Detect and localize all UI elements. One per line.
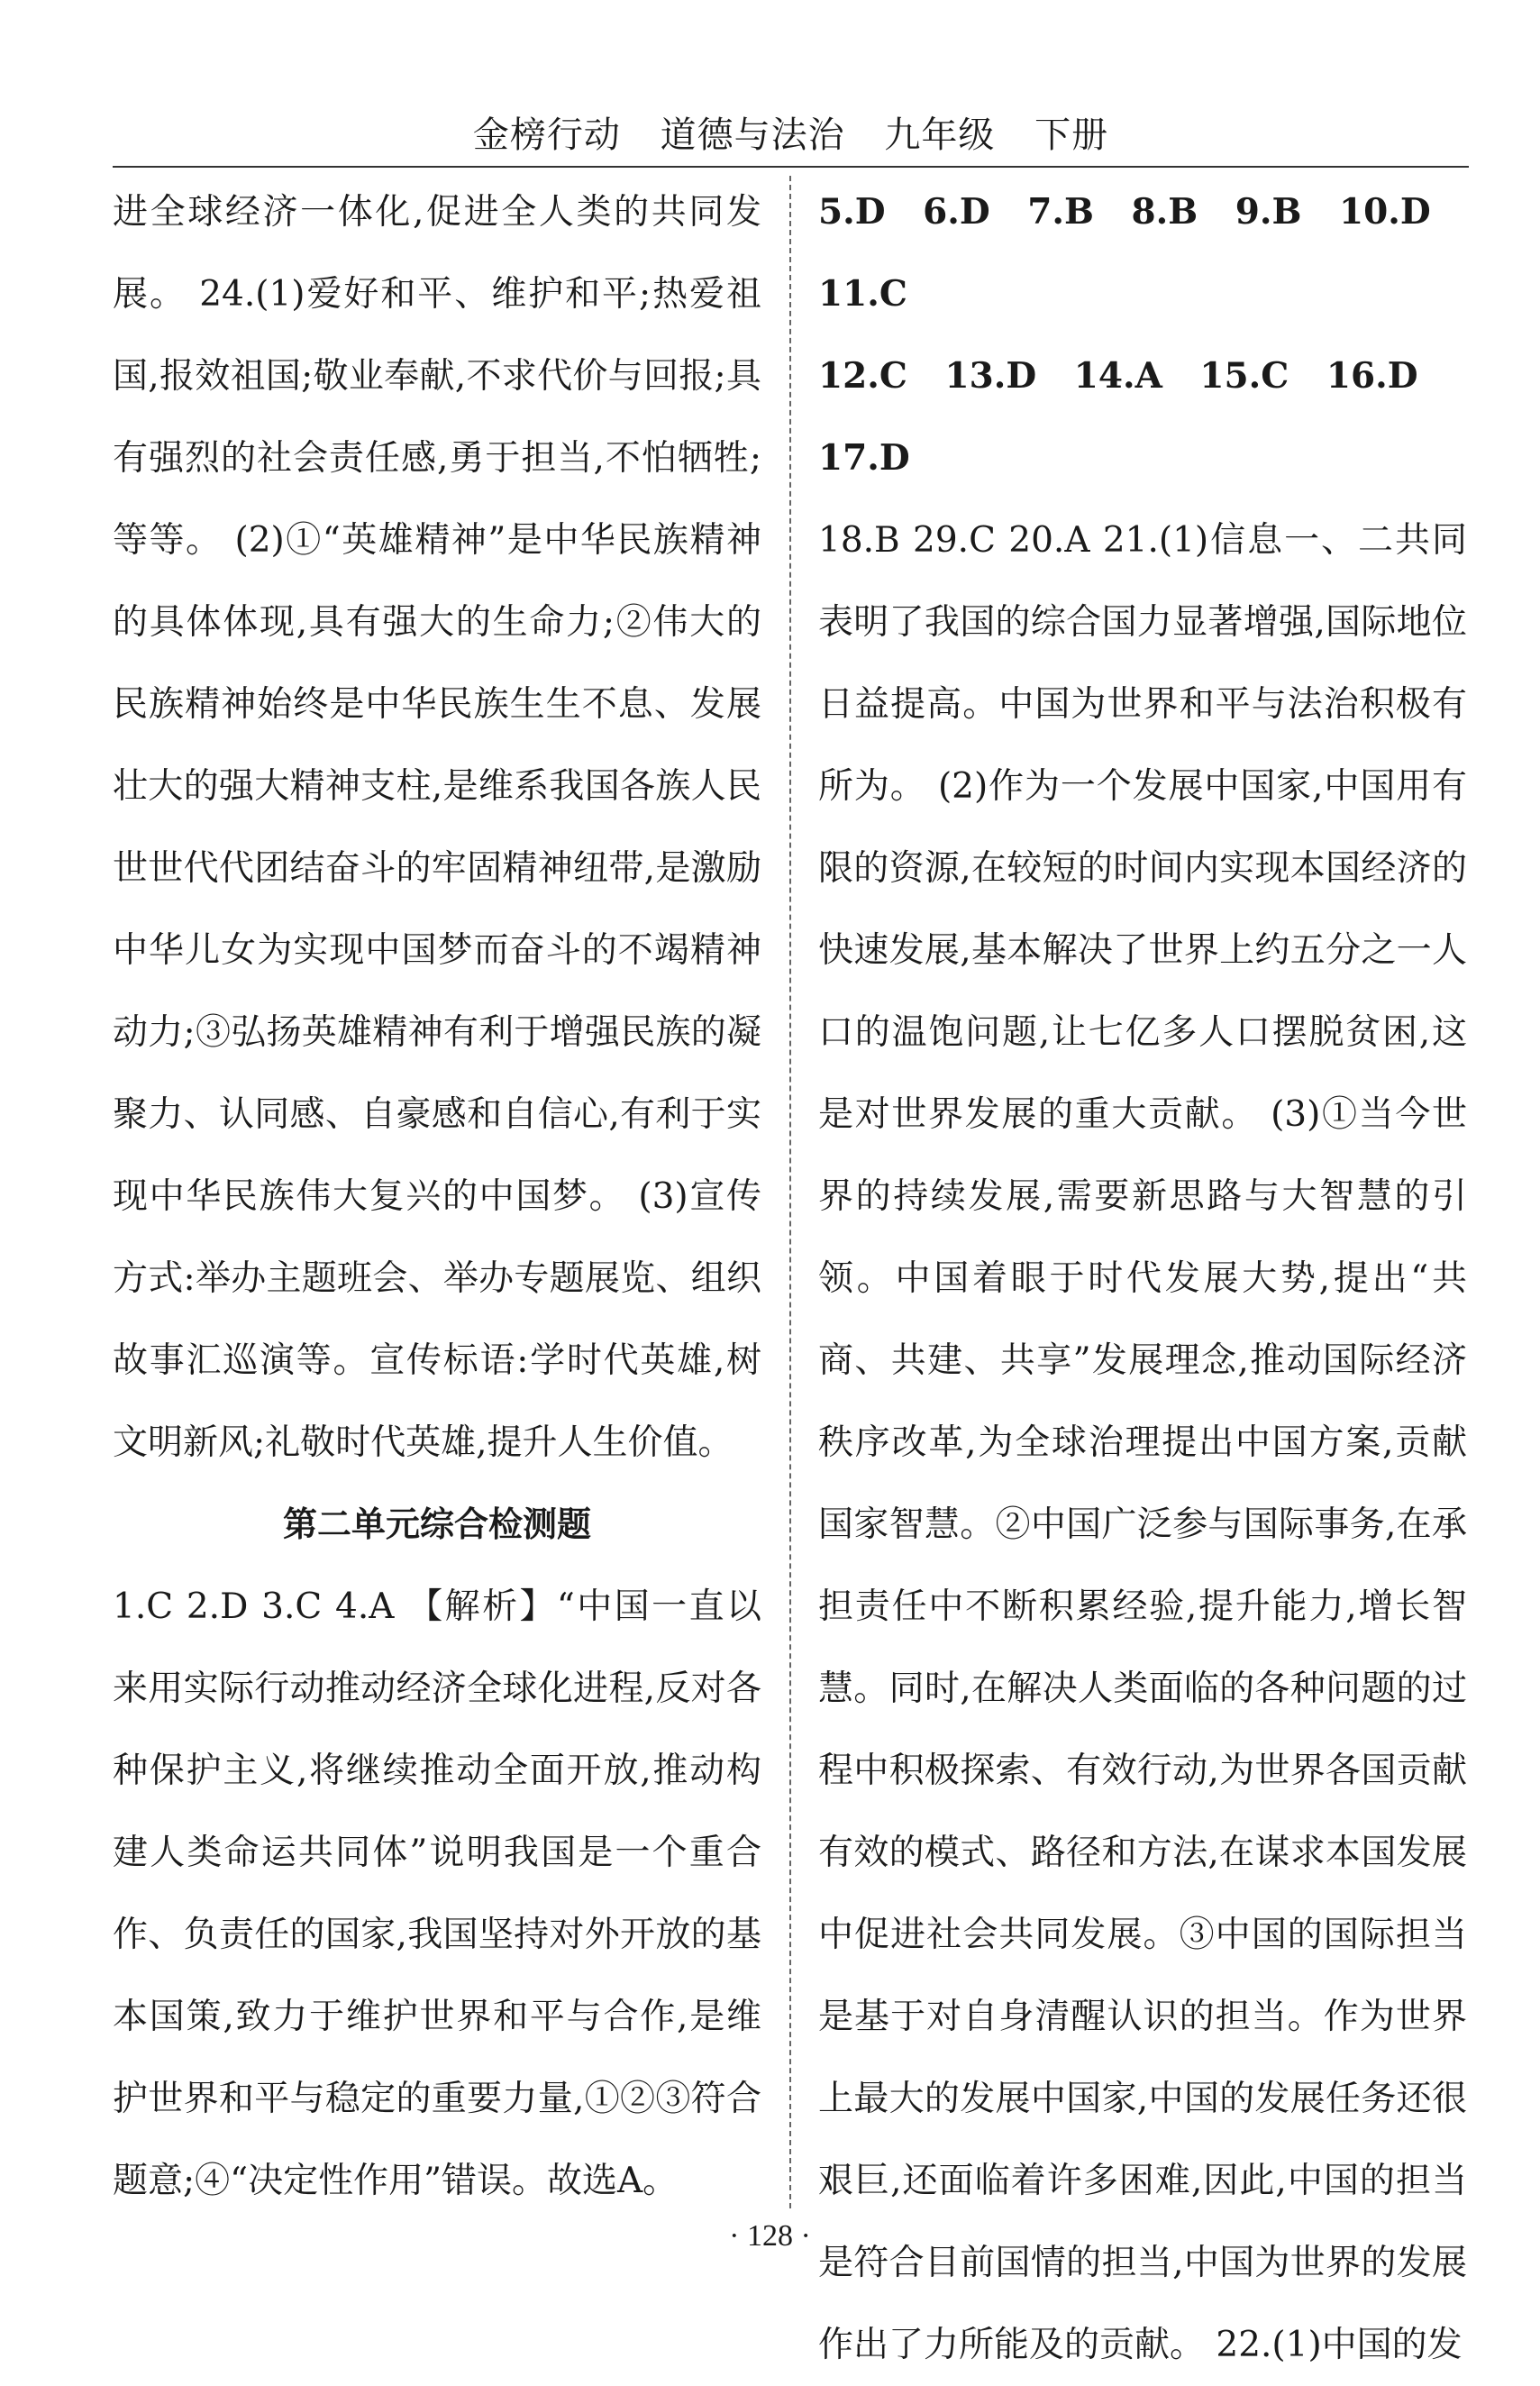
page-number: · 128 · bbox=[729, 2219, 811, 2253]
column-divider bbox=[789, 176, 791, 2208]
header-title: 金榜行动 道德与法治 九年级 下册 bbox=[472, 114, 1109, 156]
right-column bbox=[818, 171, 1467, 2365]
left-paragraph-2: 1.C 2.D 3.C 4.A 【解析】“中国一直以来用实际行动推动经济全球化进程,反对各种保护主义,将继续推动全面开放,推动构建人类命运共同体”说明我国是一个重合作、负责任的国家,我国坚持对外开放的基本国策,致力于维护世界和平与合作,是维护世界和平与稳定的重要力量,①②③符合题意;④“决定性作用”错误。故选A。 bbox=[113, 1586, 761, 2201]
answers-line-2: 12.C 13.D 14.A 15.C 16.D 17.D bbox=[818, 355, 1418, 479]
left-paragraph-1: 进全球经济一体化,促进全人类的共同发展。 24.(1)爱好和平、维护和平;热爱祖国,报效祖国;敬业奉献,不求代价与回报;具有强烈的社会责任感,勇于担当,不怕牺牲;等等。 (2)①“英雄精神”是中华民族精神的具体体现,具有强大的生命力;②伟大的民族精神始终是中华民族生生不息、发展壮大的强大精神支柱,是维系我国各族人民世世代代团结奋斗的牢固精神纽带,是激励中华儿女为实现中国梦而奋斗的不竭精神动力;③弘扬英雄精神有利于增强民族的凝聚力、认同感、自豪感和自信心,有利于实现中华民族伟大复兴的中国梦。 (3)宣传方式:举办主题班会、举办专题展览、组织故事汇巡演等。宣传标语:学时代英雄,树文明新风;礼敬时代英雄,提升人生价值。 bbox=[113, 192, 761, 1463]
left-column bbox=[113, 171, 761, 2217]
answers-line-1: 5.D 6.D 7.B 8.B 9.B 10.D 11.C bbox=[818, 191, 1431, 315]
running-header bbox=[113, 106, 1469, 164]
section-heading: 第二单元综合检测题 bbox=[282, 1504, 591, 1544]
right-paragraph-1: 18.B 29.C 20.A 21.(1)信息一、二共同表明了我国的综合国力显著增强,国际地位日益提高。中国为世界和平与法治积极有所为。 (2)作为一个发展中国家,中国用有限的资源,在较短的时间内实现本国经济的快速发展,基本解决了世界上约五分之一人口的温饱问题,让七亿多人口摆脱贫困,这是对世界发展的重大贡献。 (3)①当今世界的持续发展,需要新思路与大智慧的引领。中国着眼于时代发展大势,提出“共商、共建、共享”发展理念,推动国际经济秩序改革,为全球治理提出中国方案,贡献国家智慧。②中国广泛参与国际事务,在承担责任中不断积累经验,提升能力,增长智慧。同时,在解决人类面临的各种问题的过程中积极探索、有效行动,为世界各国贡献有效的模式、路径和方法,在谋求本国发展中促进社会共同发展。③中国的国际担当是基于对自身清醒认识的担当。作为世界上最大的发展中国家,中国的发展任务还很艰巨,还面临着许多困难,因此,中国的担当是符合目前国情的担当,中国为世界的发展作出了力所能及的贡献。 22.(1)中国的发 bbox=[818, 520, 1467, 2365]
header-rule bbox=[113, 166, 1469, 168]
